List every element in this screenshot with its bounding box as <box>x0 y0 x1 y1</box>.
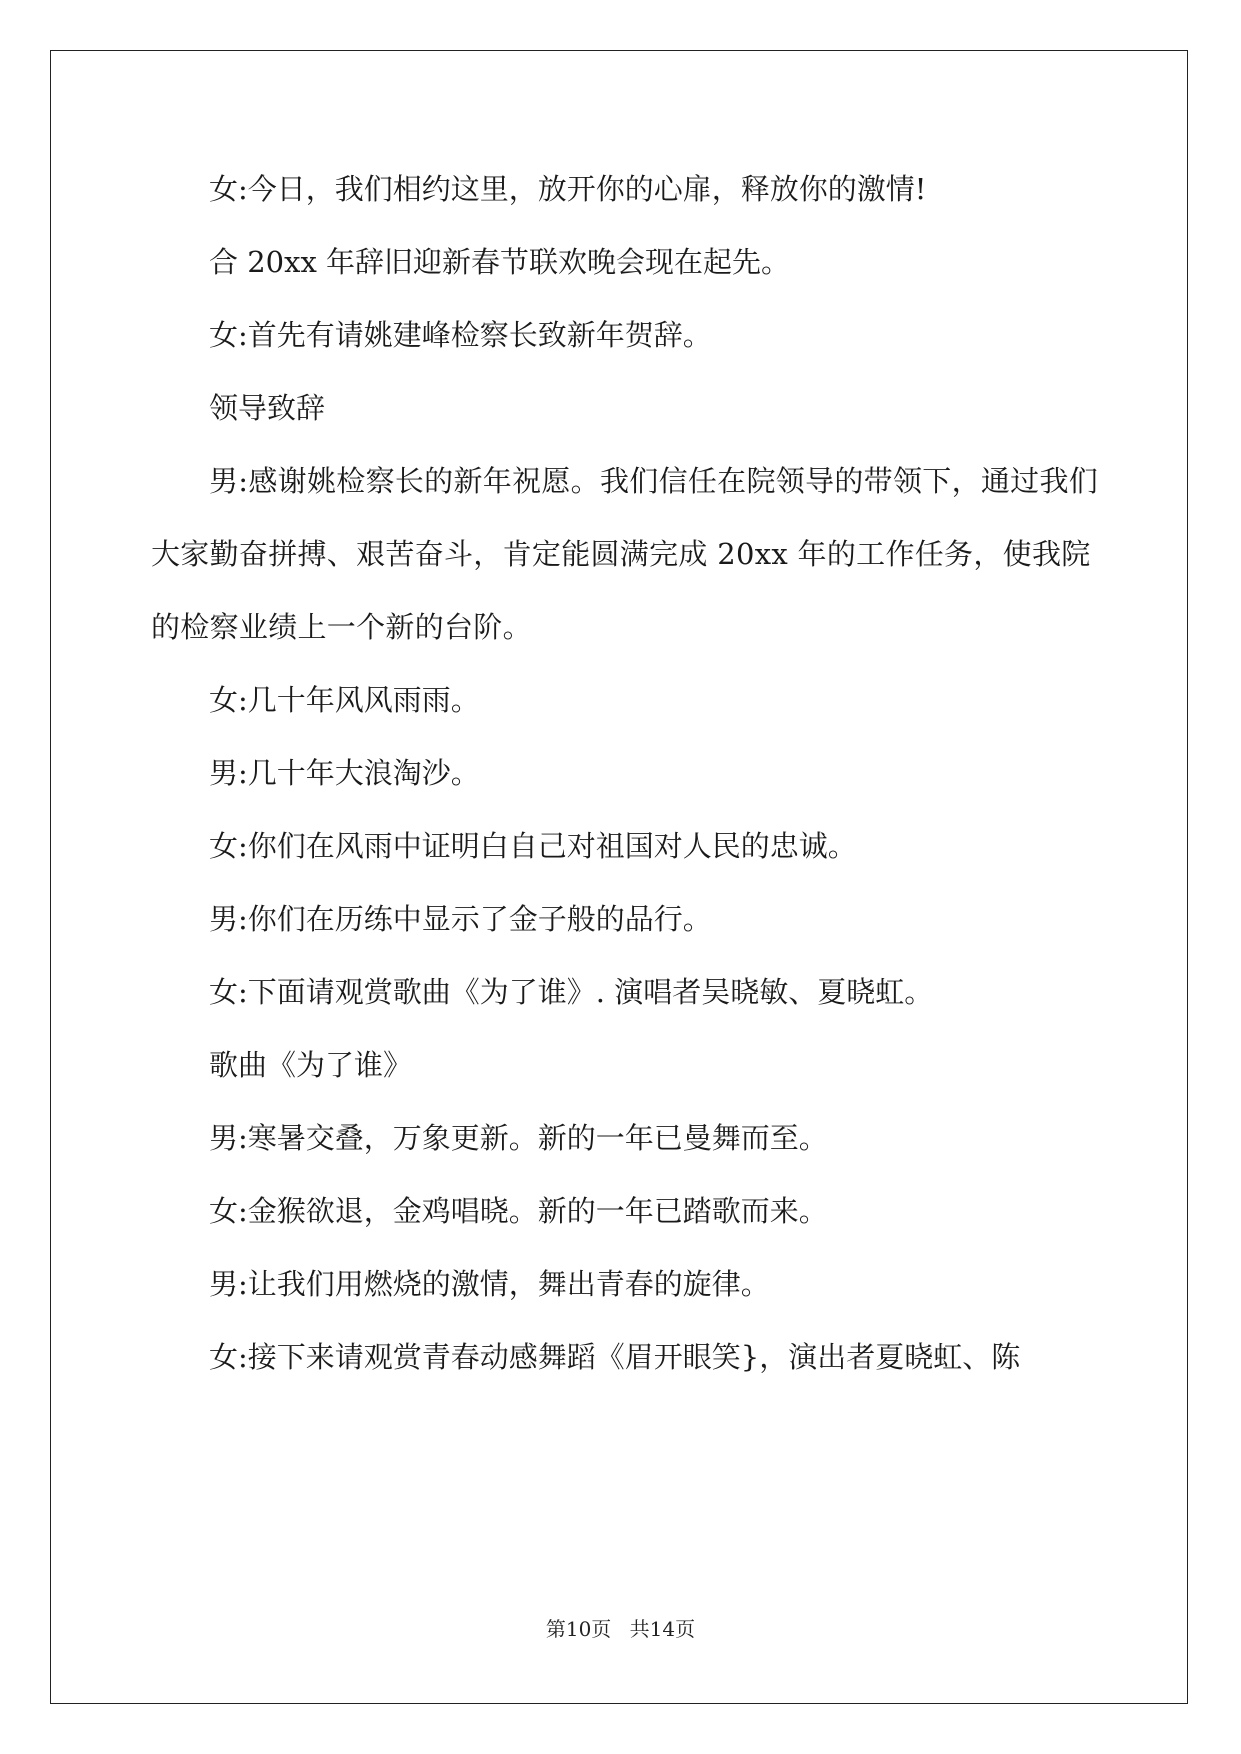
paragraph: 女:接下来请观赏青春动感舞蹈《眉开眼笑}，演出者夏晓虹、陈 <box>209 1340 1021 1374</box>
paragraph: 女:你们在风雨中证明白自己对祖国对人民的忠诚。 <box>209 829 857 863</box>
paragraph: 女:下面请观赏歌曲《为了谁》. 演唱者吴晓敏、夏晓虹。 <box>209 975 934 1009</box>
document-body <box>151 168 1101 1409</box>
paragraph: 男:你们在历练中显示了金子般的品行。 <box>209 902 712 936</box>
paragraph: 女:金猴欲退，金鸡唱晓。新的一年已踏歌而来。 <box>209 1194 828 1228</box>
paragraph: 男:让我们用燃烧的激情，舞出青春的旋律。 <box>209 1267 770 1301</box>
paragraph: 女:今日，我们相约这里，放开你的心扉，释放你的激情! <box>209 172 927 206</box>
paragraph: 男:感谢姚检察长的新年祝愿。我们信任在院领导的带领下，通过我们大家勤奋拼搏、艰苦奋斗，肯定能圆满完成 20xx 年的工作任务，使我院的检察业绩上一个新的台阶。 <box>151 464 1099 644</box>
paragraph: 女:首先有请姚建峰检察长致新年贺辞。 <box>209 318 712 352</box>
paragraph: 女:几十年风风雨雨。 <box>209 683 480 717</box>
page-footer <box>0 1613 1241 1642</box>
paragraph: 合 20xx 年辞旧迎新春节联欢晚会现在起先。 <box>209 245 791 279</box>
paragraph: 领导致辞 <box>209 391 326 425</box>
current-page-number: 第10页 <box>545 1617 612 1641</box>
total-page-count: 共14页 <box>629 1617 696 1641</box>
paragraph: 男:几十年大浪淘沙。 <box>209 756 480 790</box>
paragraph: 男:寒暑交叠，万象更新。新的一年已曼舞而至。 <box>209 1121 828 1155</box>
paragraph: 歌曲《为了谁》 <box>209 1048 413 1082</box>
